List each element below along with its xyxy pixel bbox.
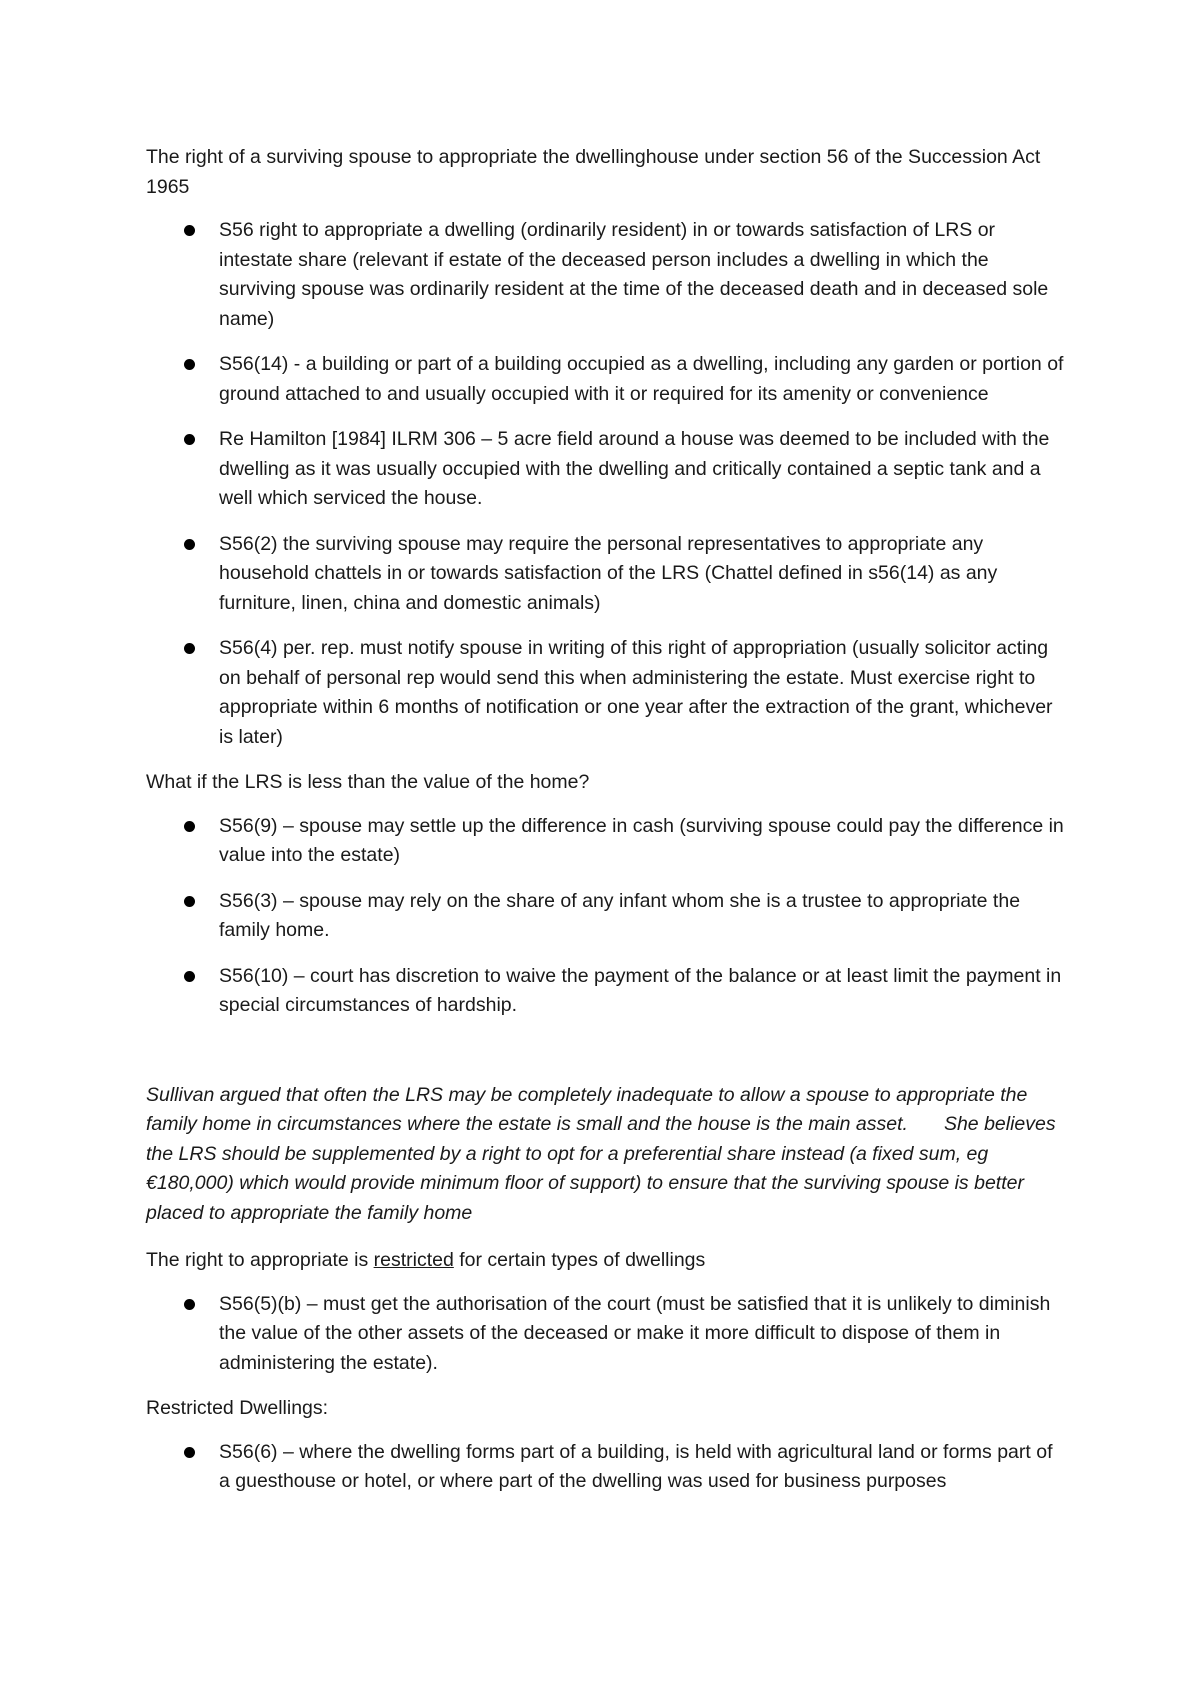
list-item-text: S56(4) per. rep. must notify spouse in writing of this right of appropriation (usually solicitor acting on behalf of personal rep would send this when administering the estate. Must exercise right to appropriate within 6 months of notification or one year after the extraction of the grant, whichever is later) — [219, 637, 1053, 748]
list-item-text: S56(3) – spouse may rely on the share of any infant whom she is a trustee to appropriate the family home. — [219, 889, 1021, 941]
bullet-icon — [184, 971, 195, 982]
list-item — [146, 216, 1066, 334]
sullivan-text-part1: Sullivan argued that often the LRS may be completely inadequate to allow a spouse to appropriate the family home in circumstances where the estate is small and the house is the main asset. — [146, 1083, 1028, 1135]
list-item-text: Re Hamilton [1984] ILRM 306 – 5 acre field around a house was deemed to be included with the dwelling as it was usually occupied with the dwelling and critically contained a septic tank and a well which serviced the house. — [219, 428, 1050, 509]
list-item — [146, 1290, 1066, 1379]
list-item — [146, 530, 1066, 619]
bullet-icon — [184, 643, 195, 654]
document-page — [146, 143, 1066, 1513]
bullet-icon — [184, 539, 195, 550]
bullet-list-court-authorisation — [146, 1290, 1066, 1379]
list-item — [146, 1438, 1066, 1497]
list-item-text: S56(10) – court has discretion to waive the payment of the balance or at least limit the payment in special circumstances of hardship. — [219, 964, 1062, 1016]
list-item-text: S56 right to appropriate a dwelling (ordinarily resident) in or towards satisfaction of LRS or intestate share (relevant if estate of the deceased person includes a dwelling in which the surviving spouse was ordinarily resident at the time of the deceased death and in deceased sole name) — [219, 219, 1049, 330]
bullet-icon — [184, 225, 195, 236]
list-item-text: S56(5)(b) – must get the authorisation of the court (must be satisfied that it is unlikely to diminish the value of the other assets of the deceased or make it more difficult to dispose of them in administering the estate). — [219, 1292, 1051, 1374]
blank-line — [146, 1037, 1066, 1081]
bullet-list-restricted-dwellings — [146, 1438, 1066, 1497]
list-item-text: S56(14) - a building or part of a building occupied as a dwelling, including any garden or portion of ground attached to and usually occupied with it or required for its amenity or convenience — [219, 353, 1064, 405]
bullet-icon — [184, 896, 195, 907]
restricted-intro-after: for certain types of dwellings — [453, 1249, 706, 1271]
bullet-icon — [184, 821, 195, 832]
list-item — [146, 812, 1066, 871]
bullet-icon — [184, 1299, 195, 1310]
bullet-icon — [184, 359, 195, 370]
sullivan-text-part2: She believes the LRS should be supplemented by a right to opt for a preferential share instead (a fixed sum, eg €180,000) which would provide minimum floor of support) to ensure that the surviving spouse is better placed to appropriate the family home — [146, 1113, 1056, 1224]
restricted-dwellings-heading: Restricted Dwellings: — [146, 1397, 329, 1419]
restricted-intro-before: The right to appropriate is — [146, 1249, 374, 1271]
list-item-text: S56(9) – spouse may settle up the difference in cash (surviving spouse could pay the difference in value into the estate) — [219, 814, 1064, 866]
restricted-word: restricted — [373, 1249, 454, 1271]
sullivan-paragraph — [146, 1081, 1066, 1229]
list-item — [146, 425, 1066, 514]
document-heading: The right of a surviving spouse to appropriate the dwellinghouse under section 56 of the Succession Act 1965 — [146, 146, 1041, 198]
bullet-list-appropriation — [146, 216, 1066, 752]
question-line: What if the LRS is less than the value of the home? — [146, 771, 590, 793]
restricted-intro — [146, 1246, 1066, 1276]
list-item-text: S56(6) – where the dwelling forms part of a building, is held with agricultural land or forms part of a guesthouse or hotel, or where part of the dwelling was used for business purposes — [219, 1440, 1053, 1492]
bullet-icon — [184, 1447, 195, 1458]
list-item — [146, 962, 1066, 1021]
bullet-icon — [184, 434, 195, 445]
list-item — [146, 634, 1066, 752]
list-item-text: S56(2) the surviving spouse may require the personal representatives to appropriate any household chattels in or towards satisfaction of the LRS (Chattel defined in s56(14) as any furniture, linen, china and domestic animals) — [219, 532, 998, 614]
bullet-list-lrs-shortfall — [146, 812, 1066, 1021]
list-item — [146, 350, 1066, 409]
list-item — [146, 887, 1066, 946]
